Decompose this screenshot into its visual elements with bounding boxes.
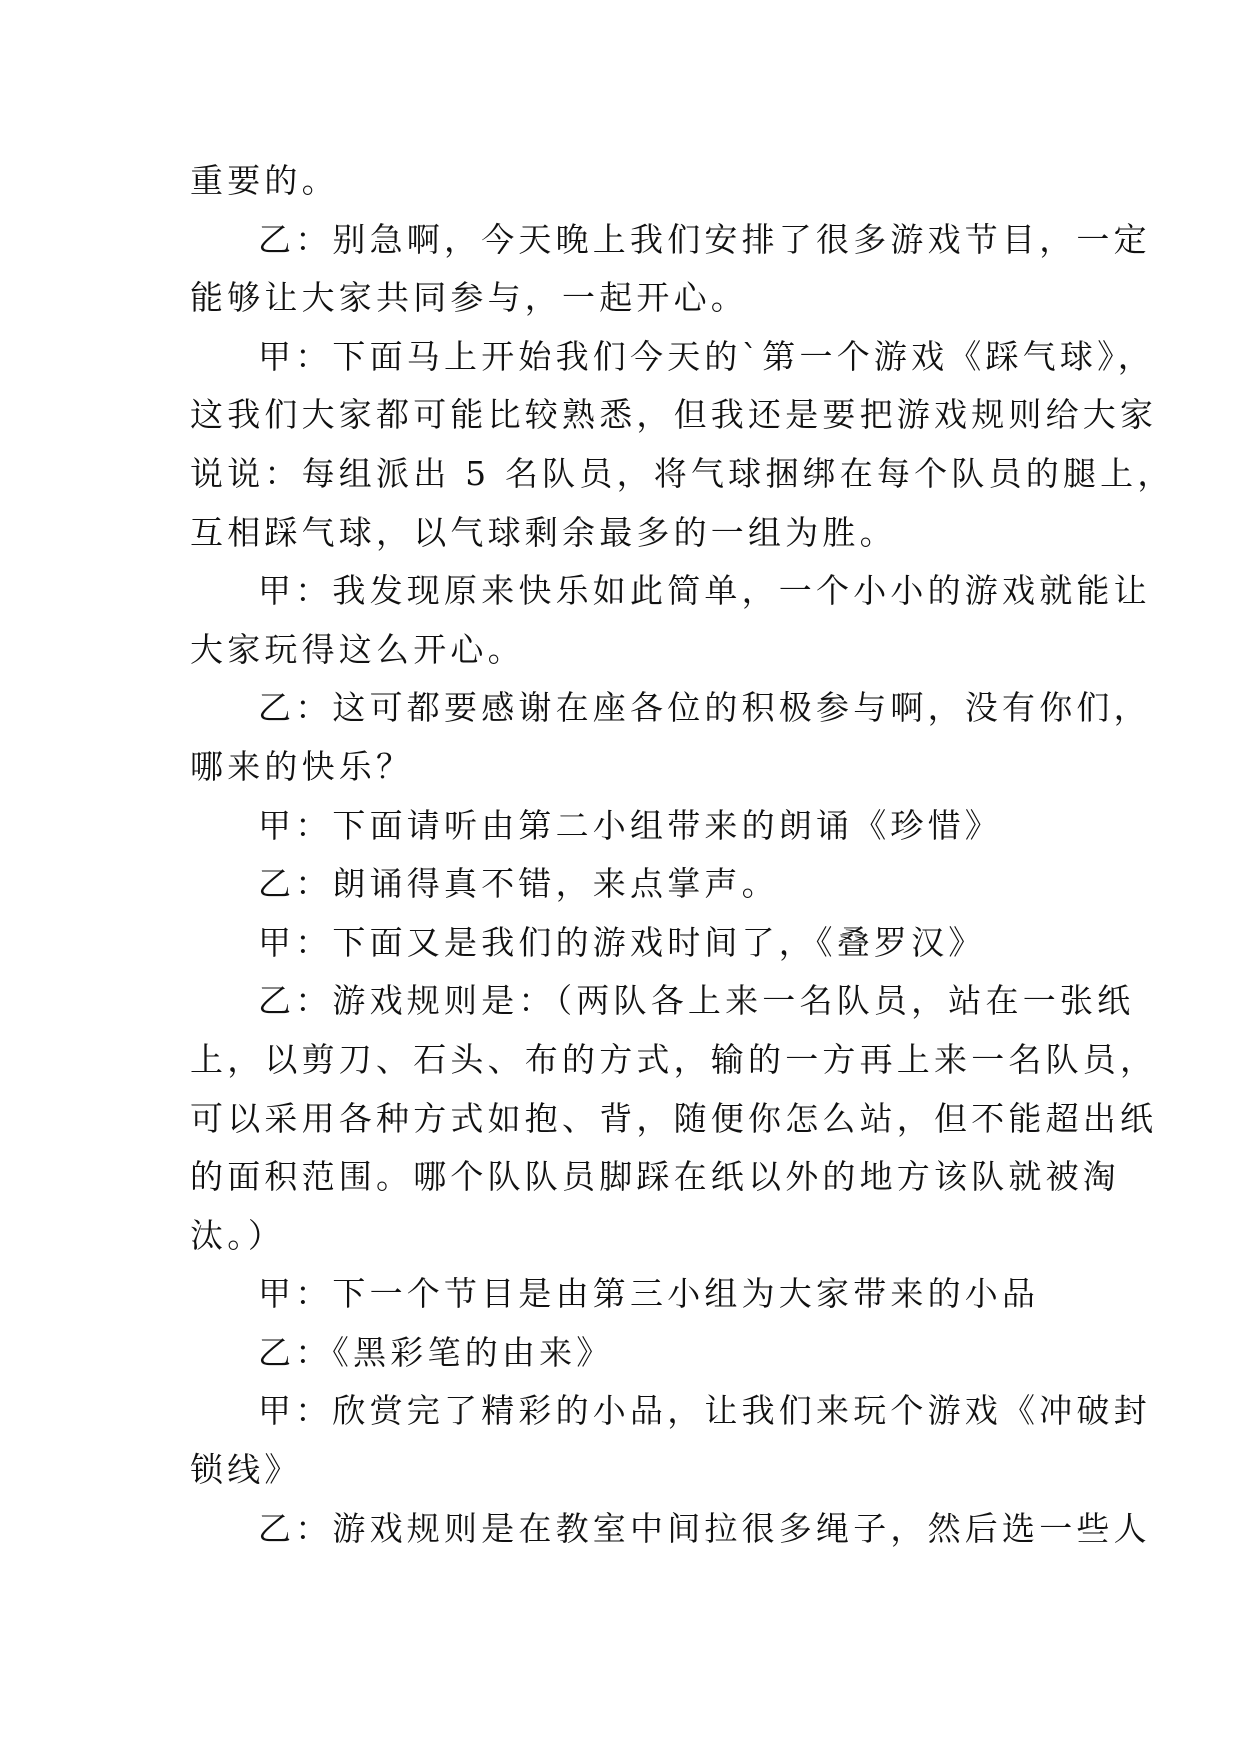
text-line: 可以采用各种方式如抱、背，随便你怎么站，但不能超出纸: [190, 1098, 1158, 1138]
text-line: 哪来的快乐？: [190, 746, 414, 786]
text-line: 乙：游戏规则是：（两队各上来一名队员，站在一张纸: [258, 981, 1135, 1021]
text-line: 的面积范围。哪个队队员脚踩在纸以外的地方该队就被淘: [190, 1157, 1120, 1197]
text-line: 能够让大家共同参与，一起开心。: [190, 278, 748, 318]
text-line: 互相踩气球，以气球剩余最多的一组为胜。: [190, 512, 897, 552]
text-line: 乙：朗诵得真不错，来点掌声。: [258, 864, 779, 904]
text-line: 甲：下面马上开始我们今天的`第一个游戏《踩气球》，: [258, 336, 1155, 376]
text-line: 乙：这可都要感谢在座各位的积极参与啊，没有你们，: [258, 688, 1151, 728]
text-line: 锁线》: [190, 1450, 302, 1490]
text-line: 甲：下面请听由第二小组带来的朗诵《珍惜》: [258, 805, 1002, 845]
text-line: 甲：欣赏完了精彩的小品，让我们来玩个游戏《冲破封: [258, 1391, 1151, 1431]
text-line: 大家玩得这么开心。: [190, 629, 525, 669]
text-line: 甲：下一个节目是由第三小组为大家带来的小品: [258, 1274, 1040, 1314]
text-line: 甲：我发现原来快乐如此简单，一个小小的游戏就能让: [258, 571, 1151, 611]
text-line: 说说：每组派出 5 名队员，将气球捆绑在每个队员的腿上，: [190, 453, 1175, 493]
text-line: 乙：《黑彩笔的由来》: [258, 1332, 614, 1372]
document-body: [190, 152, 1175, 1558]
text-line: 重要的。: [190, 161, 339, 200]
text-line: 甲：下面又是我们的游戏时间了，《叠罗汉》: [258, 922, 986, 962]
text-line: 这我们大家都可能比较熟悉，但我还是要把游戏规则给大家: [190, 395, 1158, 435]
text-line: 乙：别急啊，今天晚上我们安排了很多游戏节目，一定: [258, 219, 1151, 259]
text-line: 乙：游戏规则是在教室中间拉很多绳子，然后选一些人: [258, 1508, 1151, 1548]
text-line: 上，以剪刀、石头、布的方式，输的一方再上来一名队员，: [190, 1039, 1158, 1079]
text-line: 汰。）: [190, 1215, 286, 1255]
